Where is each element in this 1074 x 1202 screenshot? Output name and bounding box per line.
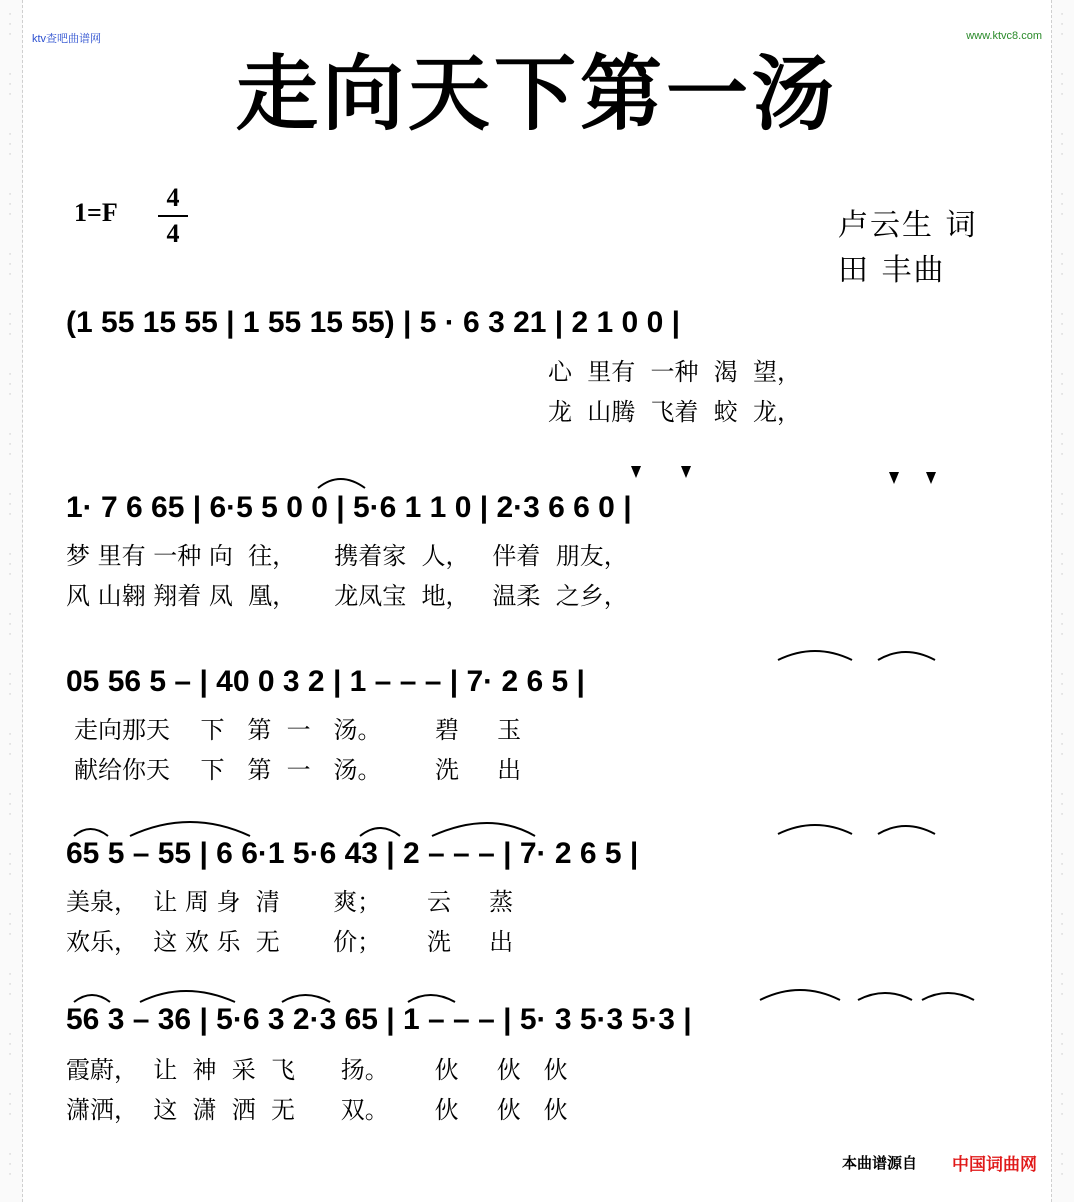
margin-mark: · · · [8, 1150, 12, 1180]
margin-mark: · · · [1060, 730, 1064, 760]
margin-mark: · · · [8, 490, 12, 520]
song-title: 走向天下第一汤 [235, 47, 838, 142]
lyric-line-1-verse-1: 心 里有 一种 渴 望， [548, 358, 802, 386]
slur-10 [74, 995, 110, 1002]
notation-line-4: 65 5 – 55 | 6 6·1 5·6 43 | 2 – – – | 7· 2 6 5 | [66, 837, 639, 870]
margin-mark: · · · [8, 550, 12, 580]
margin-mark: · · · [8, 190, 12, 220]
notation-line-5: 56 3 – 36 | 5·6 3 2·3 65 | 1 – – – | 5· 3 5·3 5·3 | [66, 1003, 692, 1036]
margin-mark: · · · [1060, 910, 1064, 940]
margin-mark: · · · [1060, 1030, 1064, 1060]
lyric-line-4-verse-2: 欢乐， 这 欢 乐 无 价； 洗 出 [66, 928, 514, 956]
slur-2 [778, 651, 852, 660]
slur-8 [778, 825, 852, 834]
margin-mark: · · · [8, 370, 12, 400]
margin-mark: · · · [8, 910, 12, 940]
margin-mark: · · · [1060, 490, 1064, 520]
margin-mark: · · · [8, 130, 12, 160]
margin-mark: · · · [1060, 850, 1064, 880]
header-right-site: www.ktvc8.com [966, 30, 1042, 42]
margin-mark: · · · [8, 310, 12, 340]
slur-15 [858, 993, 912, 1000]
margin-mark: · · · [8, 70, 12, 100]
margin-mark: · · · [1060, 610, 1064, 640]
margin-mark: · · · [1060, 70, 1064, 100]
notation-line-1: (1 55 15 55 | 1 55 15 55) | 5 · 6 3 21 | 2 1 0 0 | [66, 306, 680, 339]
margin-mark: · · · [8, 430, 12, 460]
meter-top: 4 [166, 183, 180, 212]
key-signature: 1=F [74, 198, 118, 227]
margin-mark: · · · [8, 730, 12, 760]
footer-source-site[interactable]: 中国词曲网 [952, 1155, 1037, 1175]
margin-mark: · · · [8, 610, 12, 640]
slur-16 [922, 993, 974, 1000]
margin-mark: · · · [1060, 310, 1064, 340]
margin-mark: · · · [1060, 430, 1064, 460]
slur-1 [318, 479, 365, 488]
slur-9 [878, 826, 935, 834]
notation-line-3: 05 56 5 – | 40 0 3 2 | 1 – – – | 7· 2 6 5 | [66, 665, 585, 698]
lyric-line-3-verse-1: 走向那天 下 第 一 汤。 碧 玉 [74, 716, 522, 744]
margin-mark: · · · [8, 10, 12, 40]
margin-mark: · · · [8, 1030, 12, 1060]
lyric-line-4-verse-1: 美泉， 让 周 身 清 爽； 云 蒸 [66, 888, 514, 916]
footer-source-label: 本曲谱源自 [842, 1154, 918, 1172]
margin-mark: · · · [1060, 370, 1064, 400]
lyricist-credit: 卢云生 词 [838, 208, 978, 243]
slur-3 [878, 652, 935, 660]
lyric-line-2-verse-1: 梦 里有 一种 向 往， 携着家 人， 伴着 朋友， [66, 542, 628, 570]
slur-5 [130, 822, 250, 836]
notation-line-2: 1· 7 6 65 | 6·5 5 0 0 | 5·6 1 1 0 | 2·3 6 6 0 | [66, 491, 632, 524]
margin-mark: · · · [1060, 670, 1064, 700]
slur-6 [360, 828, 400, 836]
margin-mark: · · · [1060, 1090, 1064, 1120]
margin-mark: · · · [1060, 250, 1064, 280]
margin-mark: · · · [1060, 130, 1064, 160]
margin-mark: · · · [8, 790, 12, 820]
slur-7 [432, 823, 535, 836]
lyric-line-5-verse-1: 霞蔚， 让 神 采 飞 扬。 伙 伙 伙 [66, 1056, 568, 1084]
accent-mark-2 [681, 466, 691, 478]
margin-mark: · · · [8, 850, 12, 880]
margin-mark: · · · [8, 970, 12, 1000]
slur-11 [140, 991, 235, 1002]
composer-credit: 田 丰曲 [838, 253, 946, 288]
slur-12 [282, 995, 330, 1002]
lyric-line-2-verse-2: 风 山翱 翔着 凤 凰， 龙凤宝 地， 温柔 之乡， [66, 582, 628, 610]
meter-bottom: 4 [166, 219, 180, 248]
margin-mark: · · · [8, 250, 12, 280]
margin-mark: · · · [1060, 970, 1064, 1000]
accent-mark-1 [631, 466, 641, 478]
accent-mark-4 [926, 472, 936, 484]
accent-mark-3 [889, 472, 899, 484]
margin-mark: · · · [1060, 10, 1064, 40]
margin-mark: · · · [1060, 550, 1064, 580]
header-left-site: ktv查吧曲谱网 [32, 33, 102, 45]
margin-mark: · · · [1060, 1150, 1064, 1180]
margin-mark: · · · [1060, 190, 1064, 220]
lyric-line-1-verse-2: 龙 山腾 飞着 蛟 龙， [548, 398, 802, 426]
slur-14 [760, 990, 840, 1000]
lyric-line-3-verse-2: 献给你天 下 第 一 汤。 洗 出 [74, 756, 522, 784]
lyric-line-5-verse-2: 潇洒， 这 潇 洒 无 双。 伙 伙 伙 [66, 1096, 568, 1124]
margin-mark: · · · [1060, 790, 1064, 820]
margin-mark: · · · [8, 670, 12, 700]
slur-13 [408, 995, 455, 1002]
margin-mark: · · · [8, 1090, 12, 1120]
slur-4 [74, 829, 108, 836]
